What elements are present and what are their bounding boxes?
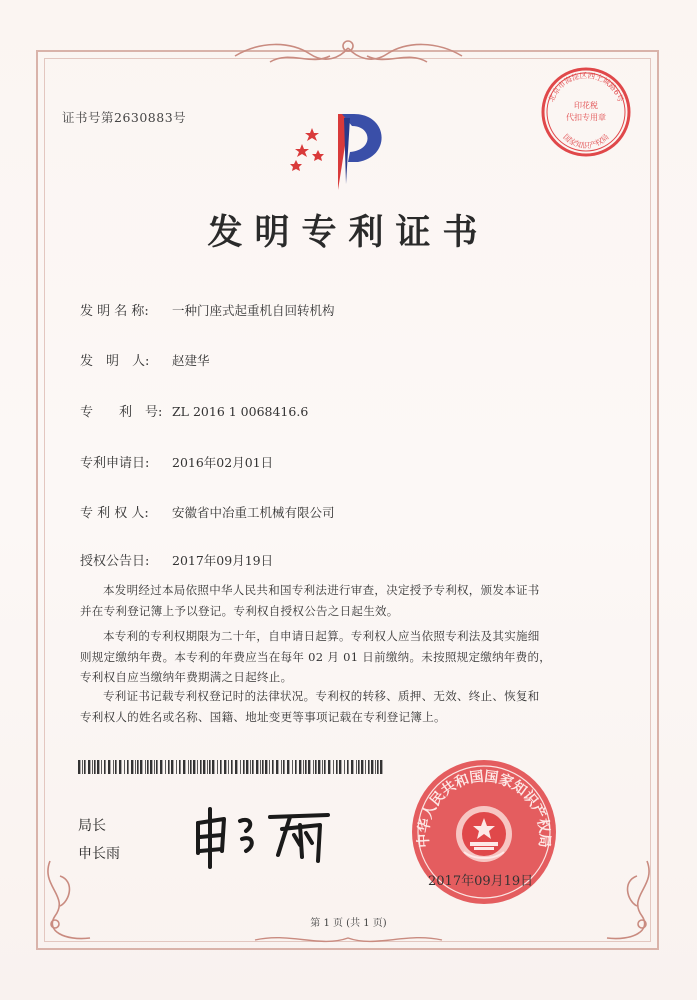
barcode-bar <box>207 760 208 774</box>
barcode-bar <box>262 760 264 774</box>
barcode-bar <box>135 760 136 774</box>
barcode-bar <box>246 760 248 774</box>
barcode-bar <box>365 760 366 774</box>
barcode-bar <box>295 760 297 774</box>
barcode-bar <box>188 760 189 774</box>
field-label: 专 利 号: <box>80 405 163 420</box>
tax-seal-inner-text-2: 代扣专用章 <box>566 113 606 122</box>
barcode-bar <box>292 760 293 774</box>
barcode-bar <box>113 760 114 774</box>
barcode-bar <box>380 760 382 774</box>
official-seal-ring-text: 中华人民共和国国家知识产权局 <box>415 768 553 849</box>
tax-seal-bottom-text: 国家知识产权局 <box>561 132 611 150</box>
field-invention-name <box>80 300 335 319</box>
barcode-bar <box>203 760 205 774</box>
top-ornament <box>230 36 467 70</box>
paragraph-line: 本发明经过本局依照中华人民共和国专利法进行审查，决定授予专利权，颁发本证书 <box>103 583 540 597</box>
barcode-bar <box>281 760 282 774</box>
barcode-bar <box>156 760 158 774</box>
field-value: 安徽省中冶重工机械有限公司 <box>172 505 335 520</box>
barcode-bar <box>94 760 96 774</box>
barcode-bar <box>160 760 162 774</box>
paragraph-line: 专利权自应当缴纳年费期满之日起终止。 <box>80 670 293 684</box>
barcode-bar <box>276 760 278 774</box>
field-value: ZL 2016 1 0068416.6 <box>172 404 309 419</box>
barcode-bar <box>344 760 345 774</box>
director-title: 局长 <box>78 818 106 834</box>
barcode-bar <box>115 760 117 774</box>
barcode-bar <box>171 760 173 774</box>
barcode-bar <box>299 760 301 774</box>
barcode-bar <box>97 760 99 774</box>
director-signature <box>190 795 340 875</box>
director-name: 申长雨 <box>78 846 120 862</box>
field-patent-number <box>80 401 308 420</box>
field-grant-date <box>80 550 273 569</box>
barcode-bar <box>272 760 274 774</box>
barcode-bar <box>361 760 363 774</box>
barcode-bar <box>240 760 241 774</box>
barcode-bar <box>328 760 330 774</box>
barcode-bar <box>305 760 307 774</box>
barcode-bar <box>250 760 251 774</box>
barcode-bar <box>101 760 102 774</box>
seal-date: 2017年09月19日 <box>428 874 534 889</box>
tax-seal-ring-text: 北京市海淀区西土城路6号 <box>546 70 626 104</box>
barcode-bar <box>124 760 125 774</box>
bottom-center-ornament <box>250 930 447 950</box>
barcode-bar <box>78 760 80 774</box>
certificate-number: 证书号第2630883号 <box>62 110 187 125</box>
paragraph-line: 则规定缴纳年费。本专利的年费应当在每年 02 月 01 日前缴纳。未按照规定缴纳年费的， <box>80 649 552 664</box>
barcode-bar <box>347 760 349 774</box>
barcode-bar <box>92 760 93 774</box>
barcode-bar <box>176 760 177 774</box>
barcode-bar <box>333 760 334 774</box>
barcode-bar <box>127 760 129 774</box>
barcode-bar <box>371 760 373 774</box>
barcode-bar <box>193 760 195 774</box>
barcode-bar <box>269 760 270 774</box>
field-value: 赵建华 <box>172 353 210 368</box>
barcode-bar <box>168 760 170 774</box>
tax-seal <box>540 66 632 158</box>
barcode-bar <box>150 760 152 774</box>
paragraph-line: 并在专利登记簿上予以登记。专利权自授权公告之日起生效。 <box>80 603 399 618</box>
bottom-left-ornament <box>40 856 100 946</box>
field-label: 发 明 名 称: <box>80 304 149 319</box>
barcode-bar <box>287 760 289 774</box>
field-value: 2016年02月01日 <box>172 455 274 470</box>
barcode-bar <box>108 760 110 774</box>
barcode-bar <box>84 760 86 774</box>
field-value: 2017年09月19日 <box>172 553 274 568</box>
barcode-bar <box>336 760 338 774</box>
barcode-bar <box>212 760 214 774</box>
barcode-bar <box>179 760 181 774</box>
barcode-bar <box>137 760 139 774</box>
barcode-bar <box>231 760 233 774</box>
national-emblem-icon <box>456 806 512 862</box>
barcode-bar <box>252 760 254 774</box>
page-footer: 第 1 页 (共 1 页) <box>310 918 387 929</box>
bottom-right-ornament <box>597 856 657 946</box>
field-label: 专 利 权 人: <box>80 506 149 521</box>
barcode-bar <box>140 760 142 774</box>
barcode-bar <box>88 760 90 774</box>
barcode-bar <box>308 760 310 774</box>
paragraph-line: 本专利的专利权期限为二十年，自申请日起算。专利权人应当依照专利法及其实施细 <box>103 629 540 643</box>
barcode-bar <box>358 760 360 774</box>
paragraph-term <box>80 626 620 688</box>
barcode <box>78 760 383 774</box>
barcode-bar <box>235 760 237 774</box>
barcode-bar <box>315 760 317 774</box>
barcode-bar <box>377 760 379 774</box>
barcode-bar <box>147 760 149 774</box>
barcode-bar <box>303 760 304 774</box>
barcode-bar <box>209 760 211 774</box>
field-inventor <box>80 350 210 369</box>
field-value: 一种门座式起重机自回转机构 <box>172 303 335 318</box>
barcode-bar <box>375 760 376 774</box>
barcode-bar <box>265 760 267 774</box>
paragraph-grant <box>80 580 620 621</box>
paragraph-line: 专利权人的姓名或名称、国籍、地址变更等事项记载在专利登记簿上。 <box>80 709 446 724</box>
barcode-bar <box>154 760 155 774</box>
barcode-bar <box>283 760 285 774</box>
tax-seal-inner-text: 印花税 <box>574 101 598 110</box>
barcode-bar <box>318 760 320 774</box>
field-label: 发 明 人: <box>80 354 150 369</box>
patent-office-logo-icon <box>288 104 400 192</box>
barcode-bar <box>324 760 326 774</box>
barcode-bar <box>82 760 83 774</box>
barcode-bar <box>260 760 261 774</box>
barcode-bar <box>351 760 353 774</box>
barcode-bar <box>368 760 370 774</box>
field-label: 专利申请日: <box>80 456 150 471</box>
field-patentee <box>80 502 335 521</box>
barcode-bar <box>322 760 323 774</box>
barcode-bar <box>220 760 222 774</box>
field-label: 授权公告日: <box>80 554 150 569</box>
barcode-bar <box>313 760 314 774</box>
barcode-bar <box>256 760 258 774</box>
barcode-bar <box>217 760 218 774</box>
barcode-bar <box>228 760 229 774</box>
paragraph-legal-status <box>80 686 620 727</box>
barcode-bar <box>183 760 185 774</box>
field-application-date <box>80 452 273 471</box>
barcode-bar <box>104 760 106 774</box>
certificate-title: 发明专利证书 <box>207 213 490 253</box>
barcode-bar <box>200 760 202 774</box>
barcode-bar <box>197 760 198 774</box>
barcode-bar <box>119 760 121 774</box>
barcode-bar <box>165 760 166 774</box>
barcode-bar <box>224 760 226 774</box>
barcode-bar <box>190 760 192 774</box>
barcode-bar <box>339 760 341 774</box>
paragraph-line: 专利证书记载专利权登记时的法律状况。专利权的转移、质押、无效、终止、恢复和 <box>103 689 540 703</box>
barcode-bar <box>131 760 133 774</box>
barcode-bar <box>243 760 245 774</box>
barcode-bar <box>145 760 146 774</box>
barcode-bar <box>356 760 357 774</box>
